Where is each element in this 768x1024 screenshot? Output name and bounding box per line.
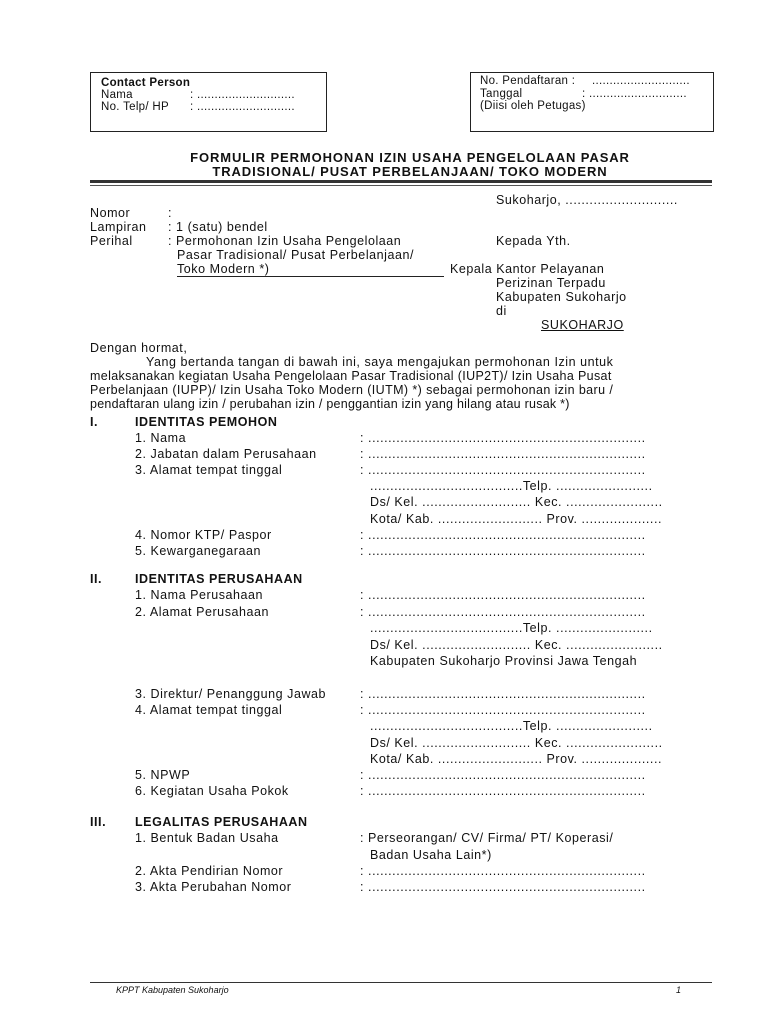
- s1-field-jabatan[interactable]: : .....................................................................: [360, 447, 646, 461]
- s2-item-kegiatan: 6. Kegiatan Usaha Pokok: [135, 784, 289, 798]
- s2-item-nama-perusahaan: 1. Nama Perusahaan: [135, 588, 264, 602]
- lampiran-value: : 1 (satu) bendel: [168, 220, 268, 234]
- title-divider-thick: [90, 180, 712, 183]
- s2-field-alamat-perusahaan[interactable]: : .....................................................................: [360, 605, 646, 619]
- s2-field-dskel[interactable]: Ds/ Kel. ........................... Kec. ........................: [370, 638, 663, 652]
- s3-field-bentuk-2[interactable]: Badan Usaha Lain*): [370, 848, 492, 862]
- s2-field-telp[interactable]: ......................................Telp. ........................: [370, 621, 653, 635]
- s2-province-line: Kabupaten Sukoharjo Provinsi Jawa Tengah: [370, 654, 638, 668]
- registration-date-label: Tanggal: [480, 88, 523, 100]
- s2-field-dskel-2[interactable]: Ds/ Kel. ........................... Kec. ........................: [370, 736, 663, 750]
- recipient-line4: di: [496, 304, 507, 318]
- title-divider-thin: [90, 185, 712, 186]
- recipient-line3: Kabupaten Sukoharjo: [496, 290, 627, 304]
- nomor-label: Nomor: [90, 206, 131, 220]
- nomor-value[interactable]: :: [168, 206, 173, 220]
- contact-person-heading: Contact Person: [101, 77, 191, 89]
- s1-field-telp[interactable]: ......................................Telp. ........................: [370, 479, 653, 493]
- intro-line-4: pendaftaran ulang izin / perubahan izin / penggantian izin yang hilang atau rusak *): [90, 397, 570, 411]
- recipient-greeting: Kepada Yth.: [496, 234, 571, 248]
- contact-name-field[interactable]: : ............................: [190, 89, 295, 101]
- s3-item-akta-perubahan: 3. Akta Perubahan Nomor: [135, 880, 292, 894]
- s1-item-nama: 1. Nama: [135, 431, 187, 445]
- s1-field-alamat[interactable]: : .....................................................................: [360, 463, 646, 477]
- s1-field-ktp[interactable]: : .....................................................................: [360, 528, 646, 542]
- footer-page-number: 1: [676, 985, 682, 995]
- perihal-cont-1: Pasar Tradisional/ Pusat Perbelanjaan/: [177, 248, 415, 262]
- s3-item-akta-pendirian: 2. Akta Pendirian Nomor: [135, 864, 284, 878]
- s3-field-bentuk-1[interactable]: : Perseorangan/ CV/ Firma/ PT/ Koperasi/: [360, 831, 614, 845]
- form-title-line1: FORMULIR PERMOHONAN IZIN USAHA PENGELOLAAN PASAR: [190, 150, 630, 165]
- s1-item-kewarganegaraan: 5. Kewarganegaraan: [135, 544, 261, 558]
- recipient-city: SUKOHARJO: [541, 318, 624, 332]
- salutation: Dengan hormat,: [90, 341, 188, 355]
- s3-field-akta-pendirian[interactable]: : .....................................................................: [360, 864, 646, 878]
- perihal-underline: [177, 276, 444, 277]
- s1-item-alamat: 3. Alamat tempat tinggal: [135, 463, 283, 477]
- s2-item-direktur: 3. Direktur/ Penanggung Jawab: [135, 687, 327, 701]
- section-3-title: LEGALITAS PERUSAHAAN: [135, 815, 308, 829]
- s2-item-alamat-tinggal: 4. Alamat tempat tinggal: [135, 703, 283, 717]
- lampiran-label: Lampiran: [90, 220, 147, 234]
- s2-field-kegiatan[interactable]: : .....................................................................: [360, 784, 646, 798]
- s3-item-bentuk: 1. Bentuk Badan Usaha: [135, 831, 279, 845]
- recipient-line2: Perizinan Terpadu: [496, 276, 606, 290]
- recipient-line1: Kepala Kantor Pelayanan: [450, 262, 605, 276]
- section-1-number: I.: [90, 415, 99, 429]
- footer-divider: [90, 982, 712, 983]
- perihal-label: Perihal: [90, 234, 133, 248]
- contact-phone-field[interactable]: : ............................: [190, 101, 295, 113]
- section-2-title: IDENTITAS PERUSAHAAN: [135, 572, 303, 586]
- perihal-cont-2: Toko Modern *): [177, 262, 270, 276]
- form-title-line2: TRADISIONAL/ PUSAT PERBELANJAAN/ TOKO MODERN: [212, 164, 608, 179]
- perihal-value: : Permohonan Izin Usaha Pengelolaan: [168, 234, 402, 248]
- intro-line-1: Yang bertanda tangan di bawah ini, saya mengajukan permohonan Izin untuk: [146, 355, 614, 369]
- s1-field-kewarganegaraan[interactable]: : .....................................................................: [360, 544, 646, 558]
- registration-date-field[interactable]: : ............................: [582, 88, 687, 100]
- footer-left: KPPT Kabupaten Sukoharjo: [116, 985, 229, 995]
- s3-field-akta-perubahan[interactable]: : .....................................................................: [360, 880, 646, 894]
- intro-line-3: Perbelanjaan (IUPP)/ Izin Usaha Toko Modern (IUTM) *) sebagai permohonan izin baru /: [90, 383, 614, 397]
- registration-number-label: No. Pendaftaran :: [480, 75, 576, 87]
- s2-field-telp-2[interactable]: ......................................Telp. ........................: [370, 719, 653, 733]
- s2-field-nama-perusahaan[interactable]: : .....................................................................: [360, 588, 646, 602]
- intro-line-2: melaksanakan kegiatan Usaha Pengelolaan Pasar Tradisional (IUP2T)/ Izin Usaha Pusat: [90, 369, 612, 383]
- registration-note: (Diisi oleh Petugas): [480, 100, 586, 112]
- s2-field-direktur[interactable]: : .....................................................................: [360, 687, 646, 701]
- section-3-number: III.: [90, 815, 107, 829]
- place-date[interactable]: Sukoharjo, ............................: [496, 193, 678, 207]
- s2-field-alamat-tinggal[interactable]: : .....................................................................: [360, 703, 646, 717]
- contact-name-label: Nama: [101, 89, 133, 101]
- contact-phone-label: No. Telp/ HP: [101, 101, 169, 113]
- section-2-number: II.: [90, 572, 103, 586]
- s1-field-kota[interactable]: Kota/ Kab. .......................... Prov. ....................: [370, 512, 662, 526]
- registration-number-field[interactable]: ............................: [592, 75, 690, 87]
- s2-item-npwp: 5. NPWP: [135, 768, 191, 782]
- s1-field-nama[interactable]: : .....................................................................: [360, 431, 646, 445]
- section-1-title: IDENTITAS PEMOHON: [135, 415, 278, 429]
- s2-field-npwp[interactable]: : .....................................................................: [360, 768, 646, 782]
- s2-field-kota-2[interactable]: Kota/ Kab. .......................... Prov. ....................: [370, 752, 662, 766]
- s1-item-ktp: 4. Nomor KTP/ Paspor: [135, 528, 272, 542]
- s1-item-jabatan: 2. Jabatan dalam Perusahaan: [135, 447, 317, 461]
- s1-field-dskel[interactable]: Ds/ Kel. ........................... Kec. ........................: [370, 495, 663, 509]
- s2-item-alamat-perusahaan: 2. Alamat Perusahaan: [135, 605, 269, 619]
